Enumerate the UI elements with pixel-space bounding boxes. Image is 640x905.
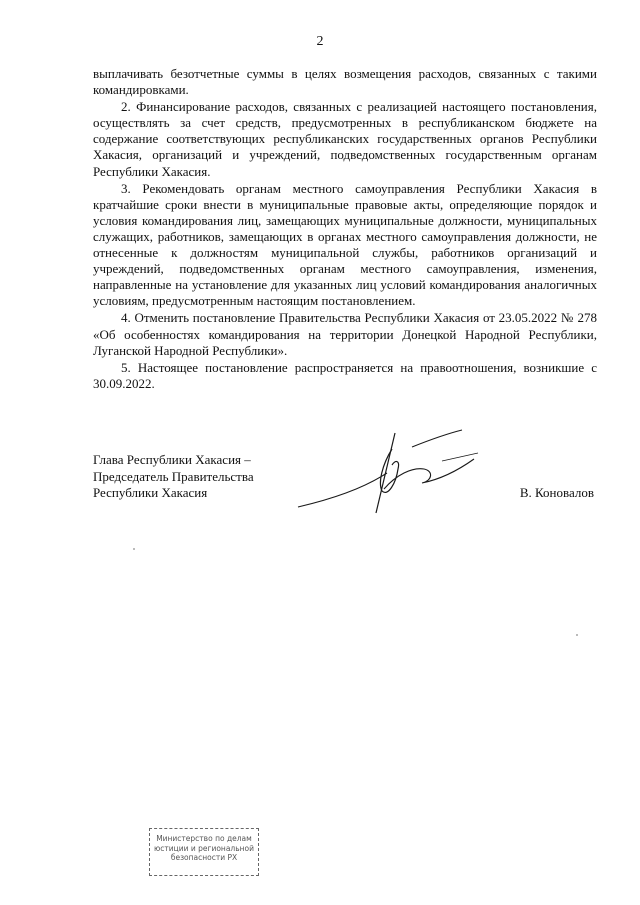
stamp-line: юстиции и региональной <box>153 843 255 853</box>
signatory-title <box>93 452 254 502</box>
registration-stamp <box>149 828 259 876</box>
paragraph-4-repeal: 4. Отменить постановление Правительства Республики Хакасия от 23.05.2022 № 278 «Об особенностях командирования на территории Донецкой Народной Республики, Луганской Народной Республики». <box>93 310 597 358</box>
signatory-title-line: Республики Хакасия <box>93 485 208 500</box>
signatory-title-line: Глава Республики Хакасия – <box>93 452 251 467</box>
page-number: 2 <box>316 34 324 49</box>
document-body <box>93 66 597 392</box>
signatory-title-line: Председатель Правительства <box>93 468 254 484</box>
scan-speck <box>133 548 135 550</box>
paragraph-3-recommendation: 3. Рекомендовать органам местного самоуправления Республики Хакасия в кратчайшие сроки внести в муниципальные правовые акты, определяющие порядок и условия командирования лиц, замещающих муниципальные должности, муниципальных служащих, работников, замещающих в органах местного самоуправления должности, не отнесенные к должностям муниципальной службы, работников организаций и учреждений, подведомственных органам местного самоуправления, изменения, направленные на установление для указанных лиц условий командирования аналогичных условиям, предусмотренным настоящим постановлением. <box>93 180 597 309</box>
stamp-line: Министерство по делам <box>156 834 252 843</box>
scan-speck <box>576 634 578 636</box>
paragraph-continuation: выплачивать безотчетные суммы в целях возмещения расходов, связанных с такими командировками. <box>93 66 597 98</box>
stamp-line: безопасности РХ <box>170 853 238 862</box>
paragraph-5-effective-date: 5. Настоящее постановление распространяется на правоотношения, возникшие с 30.09.2022. <box>93 359 597 391</box>
handwritten-signature <box>292 425 482 525</box>
signer-name: В. Коновалов <box>519 485 594 500</box>
paragraph-2-financing: 2. Финансирование расходов, связанных с реализацией настоящего постановления, осуществлять за счет средств, предусмотренных в республиканском бюджете на содержание соответствующих республиканских государственных органов Республики Хакасия, организаций и учреждений, подведомственных государственным органам Республики Хакасия. <box>93 99 597 179</box>
